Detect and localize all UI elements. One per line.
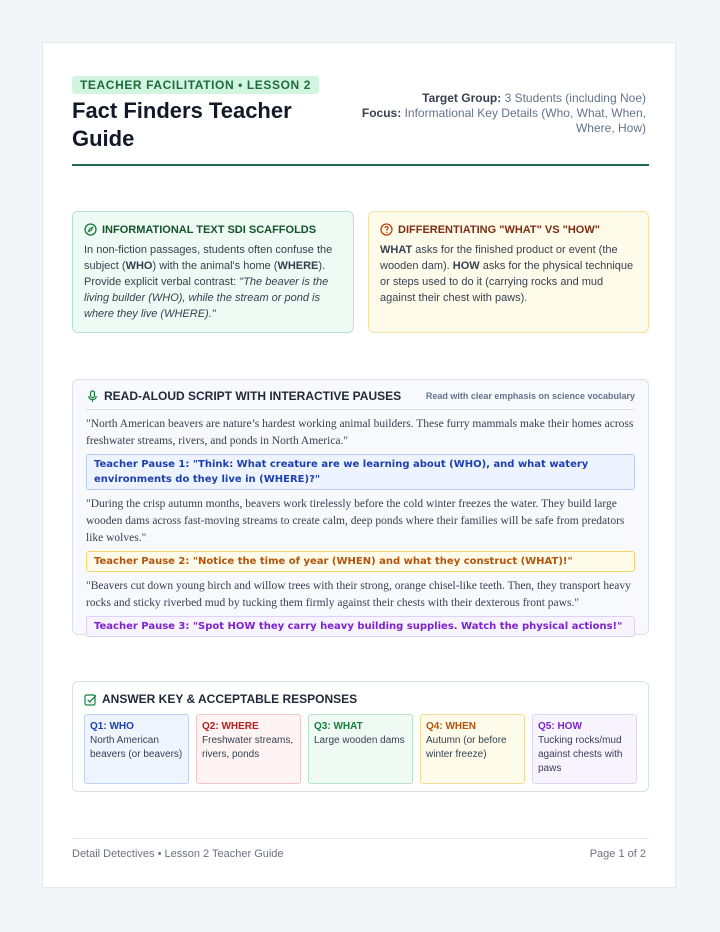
answer-text: Freshwater streams, rivers, ponds — [202, 735, 294, 760]
script-heading: READ-ALOUD SCRIPT WITH INTERACTIVE PAUSES — [104, 389, 402, 403]
answer-card-who — [84, 714, 189, 784]
answer-question: Q2: WHERE — [202, 721, 259, 732]
read-aloud-script-card — [72, 379, 649, 635]
answer-key-row — [84, 714, 637, 784]
header-divider — [72, 164, 649, 166]
script-note: Read with clear emphasis on science vocabulary — [425, 391, 635, 401]
question-circle-icon — [380, 223, 393, 236]
compass-icon — [84, 223, 97, 236]
differentiating-text: WHAT asks for the finished product or event (the wooden dam). HOW asks for the physical technique or steps used to do it (carrying rocks and mud against their chest with paws). — [380, 244, 634, 304]
target-value: 3 Students (including Noe) — [504, 91, 646, 105]
teacher-pause-1: Teacher Pause 1: "Think: What creature are we learning about (WHO), and what watery environments do they live in (WHERE)?" — [86, 454, 635, 490]
page-number: Page 1 of 2 — [589, 848, 646, 860]
teacher-pause-3: Teacher Pause 3: "Spot HOW they carry heavy building supplies. Watch the physical actions!" — [86, 616, 635, 637]
focus-value: Informational Key Details (Who, What, When, Where, How) — [404, 106, 646, 135]
target-label: Target Group: — [422, 91, 502, 105]
teacher-guide-page — [42, 42, 676, 888]
answer-key-card — [72, 681, 649, 792]
script-header — [86, 389, 635, 410]
script-paragraph-3: "Beavers cut down young birch and willow trees with their strong, orange chisel-like teeth. Then, they transport heavy rocks and sticky riverbed mud by tucking them firmly against their chests with their dexterous front paws." — [86, 580, 631, 609]
footer-divider — [72, 838, 649, 839]
focus-label: Focus: — [361, 106, 402, 120]
header-meta — [326, 91, 646, 136]
differentiating-header — [380, 223, 637, 236]
footer-title: Detail Detectives • Lesson 2 Teacher Guide — [72, 848, 284, 860]
answer-card-when — [420, 714, 525, 784]
checkbox-icon — [84, 693, 97, 706]
script-paragraph-2: "During the crisp autumn months, beavers work tirelessly before the cold winter freezes the water. They build large wooden dams across fast-moving streams to create calm, deep ponds where their families will be safe from predators like wolves." — [86, 498, 625, 544]
differentiating-card — [368, 211, 649, 333]
answer-card-how — [532, 714, 637, 784]
differentiating-heading: DIFFERENTIATING "WHAT" VS "HOW" — [398, 223, 600, 236]
scaffolds-heading: INFORMATIONAL TEXT SDI SCAFFOLDS — [102, 223, 317, 236]
answer-text: Autumn (or before winter freeze) — [426, 735, 507, 760]
page-title: Fact Finders Teacher Guide — [72, 98, 292, 151]
answer-question: Q5: HOW — [538, 721, 582, 732]
answer-key-header — [84, 692, 637, 706]
answer-text: Tucking rocks/mud against chests with paws — [538, 735, 623, 774]
scaffolds-header — [84, 223, 342, 236]
script-paragraph-1: "North American beavers are nature’s hardest working animal builders. These furry mammals make their homes across freshwater streams, rivers, and ponds in North America." — [86, 418, 634, 447]
answer-card-what — [308, 714, 413, 784]
scaffolds-text: In non-fiction passages, students often confuse the subject (WHO) with the animal's home (WHERE). Provide explicit verbal contrast: "The beaver is the living builder (WHO), while the stream or pond is where they live (WHERE)." — [84, 244, 333, 320]
answer-card-where — [196, 714, 301, 784]
microphone-icon — [86, 390, 99, 403]
lesson-pill: TEACHER FACILITATION • LESSON 2 — [72, 76, 319, 94]
answer-question: Q1: WHO — [90, 721, 134, 732]
teacher-pause-2: Teacher Pause 2: "Notice the time of year (WHEN) and what they construct (WHAT)!" — [86, 551, 635, 572]
answer-question: Q4: WHEN — [426, 721, 476, 732]
answer-text: Large wooden dams — [314, 735, 405, 746]
answer-key-heading: ANSWER KEY & ACCEPTABLE RESPONSES — [102, 692, 358, 706]
answer-text: North American beavers (or beavers) — [90, 735, 183, 760]
answer-question: Q3: WHAT — [314, 721, 363, 732]
scaffolds-card — [72, 211, 354, 333]
